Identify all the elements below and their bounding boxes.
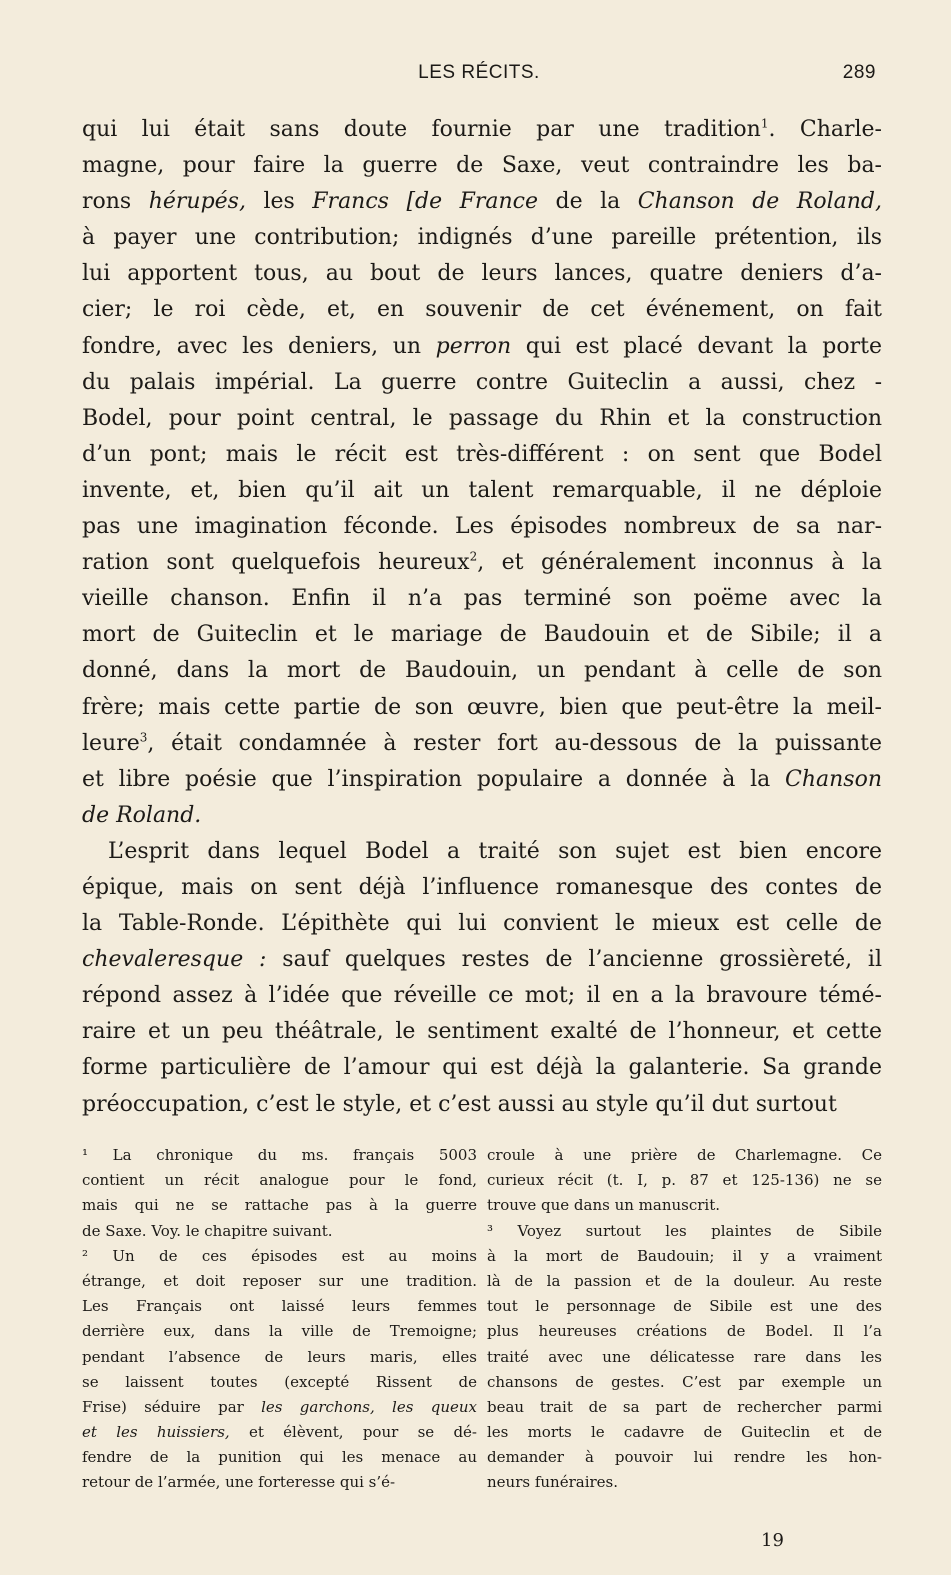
footnote-line: curieux récit (t. I, p. 87 et 125-136) ne se: [487, 1171, 882, 1190]
text-line: qui lui était sans doute fournie par une tradition$^1$. Charle-: [82, 116, 882, 142]
text-line: vieille chanson. Enfin il n’a pas terminé son poëme avec la: [82, 586, 882, 612]
text-line: à payer une contribution; indignés d’une pareille prétention, ils: [82, 225, 882, 251]
text-line: ration sont quelquefois heureux$^2$, et généralement inconnus à la: [82, 549, 882, 576]
running-title: LES RÉCITS.: [418, 62, 540, 83]
footnote-line: pendant l’absence de leurs maris, elles: [82, 1347, 477, 1366]
footnote-line: de Saxe. Voy. le chapitre suivant.: [82, 1221, 333, 1240]
footnote-ref: 2: [469, 549, 478, 564]
footnote-line: ² Un de ces épisodes est au moins: [82, 1246, 477, 1265]
text-line: et libre poésie que l’inspiration populaire a donnée à la Chanson: [82, 766, 882, 792]
footnotes-right-column: [487, 1143, 882, 1496]
text-line: lui apportent tous, au bout de leurs lances, quatre deniers d’a-: [82, 261, 882, 287]
footnote-ref: 1: [760, 116, 769, 131]
text-line: de Roland.: [82, 802, 202, 828]
footnotes-left-column: [82, 1143, 477, 1496]
text-line: frère; mais cette partie de son œuvre, bien que peut-être la meil-: [82, 694, 882, 720]
footnote-line: beau trait de sa part de rechercher parmi: [487, 1397, 882, 1416]
footnote-line: se laissent toutes (excepté Rissent de: [82, 1372, 477, 1391]
text-line: du palais impérial. La guerre contre Guiteclin a aussi, chez -: [82, 369, 882, 395]
text-line: pas une imagination féconde. Les épisodes nombreux de sa nar-: [82, 514, 882, 540]
footnote-line: demander à pouvoir lui rendre les hon-: [487, 1448, 882, 1467]
footnote-line: chansons de gestes. C’est par exemple un: [487, 1372, 882, 1391]
text-line: donné, dans la mort de Baudouin, un pendant à celle de son: [82, 658, 882, 684]
text-line: forme particulière de l’amour qui est déjà la galanterie. Sa grande: [82, 1055, 882, 1081]
footnote-line: derrière eux, dans la ville de Tremoigne;: [82, 1322, 477, 1341]
text-line: leure$^3$, était condamnée à rester fort au-dessous de la puissante: [82, 730, 882, 756]
footnote-line: étrange, et doit reposer sur une tradition.: [82, 1271, 477, 1290]
text-line: la Table-Ronde. L’épithète qui lui convient le mieux est celle de: [82, 911, 882, 937]
signature-mark: 19: [761, 1530, 784, 1551]
text-line: mort de Guiteclin et le mariage de Baudouin et de Sibile; il a: [82, 622, 882, 648]
text-line: raire et un peu théâtrale, le sentiment exalté de l’honneur, et cette: [82, 1019, 882, 1045]
text-line: cier; le roi cède, et, en souvenir de cet événement, on fait: [82, 297, 882, 323]
footnote-line: neurs funéraires.: [487, 1473, 619, 1492]
footnote-line: mais qui ne se rattache pas à la guerre: [82, 1196, 477, 1215]
footnote-line: et les huissiers, et élèvent, pour se dé-: [82, 1423, 477, 1442]
text-line: L’esprit dans lequel Bodel a traité son sujet est bien encore: [108, 838, 882, 864]
text-line: invente, et, bien qu’il ait un talent remarquable, il ne déploie: [82, 477, 882, 503]
footnote-line: Les Français ont laissé leurs femmes: [82, 1297, 477, 1316]
text-line: Bodel, pour point central, le passage du Rhin et la construction: [82, 405, 882, 431]
footnote-line: Frise) séduire par les garchons, les queux: [82, 1397, 477, 1416]
footnote-line: croule à une prière de Charlemagne. Ce: [487, 1146, 882, 1164]
footnote-line: plus heureuses créations de Bodel. Il l’a: [487, 1322, 882, 1341]
footnote-line: retour de l’armée, une forteresse qui s’é-: [82, 1473, 396, 1492]
footnote-ref: 3: [139, 730, 148, 745]
footnote-line: les morts le cadavre de Guiteclin et de: [487, 1423, 882, 1442]
text-line: préoccupation, c’est le style, et c’est aussi au style qu’il dut surtout: [82, 1091, 837, 1117]
footnote-line: fendre de la punition qui les menace au: [82, 1448, 477, 1467]
footnote-line: ³ Voyez surtout les plaintes de Sibile: [487, 1221, 882, 1240]
footnotes: [82, 1143, 882, 1503]
page-number: 289: [842, 62, 876, 83]
footnote-line: tout le personnage de Sibile est une des: [487, 1297, 882, 1316]
footnote-line: traité avec une délicatesse rare dans les: [487, 1347, 882, 1366]
text-line: rons hérupés, les Francs [de France de la Chanson de Roland,: [82, 189, 882, 215]
text-line: chevaleresque : sauf quelques restes de l’ancienne grossièreté, il: [82, 947, 882, 973]
text-line: magne, pour faire la guerre de Saxe, veut contraindre les ba-: [82, 153, 882, 179]
text-line: d’un pont; mais le récit est très-différent : on sent que Bodel: [82, 441, 882, 467]
footnote-line: à la mort de Baudouin; il y a vraiment: [487, 1246, 882, 1265]
footnote-line: contient un récit analogue pour le fond,: [82, 1171, 477, 1190]
text-line: fondre, avec les deniers, un perron qui est placé devant la porte: [82, 333, 882, 359]
running-head: [82, 62, 876, 92]
text-line: répond assez à l’idée que réveille ce mot; il en a la bravoure témé-: [82, 983, 882, 1009]
text-line: épique, mais on sent déjà l’influence romanesque des contes de: [82, 874, 882, 900]
footnote-line: ¹ La chronique du ms. français 5003: [82, 1146, 477, 1164]
main-text: [82, 112, 882, 1123]
footnote-line: trouve que dans un manuscrit.: [487, 1196, 721, 1215]
footnote-line: là de la passion et de la douleur. Au reste: [487, 1271, 882, 1290]
